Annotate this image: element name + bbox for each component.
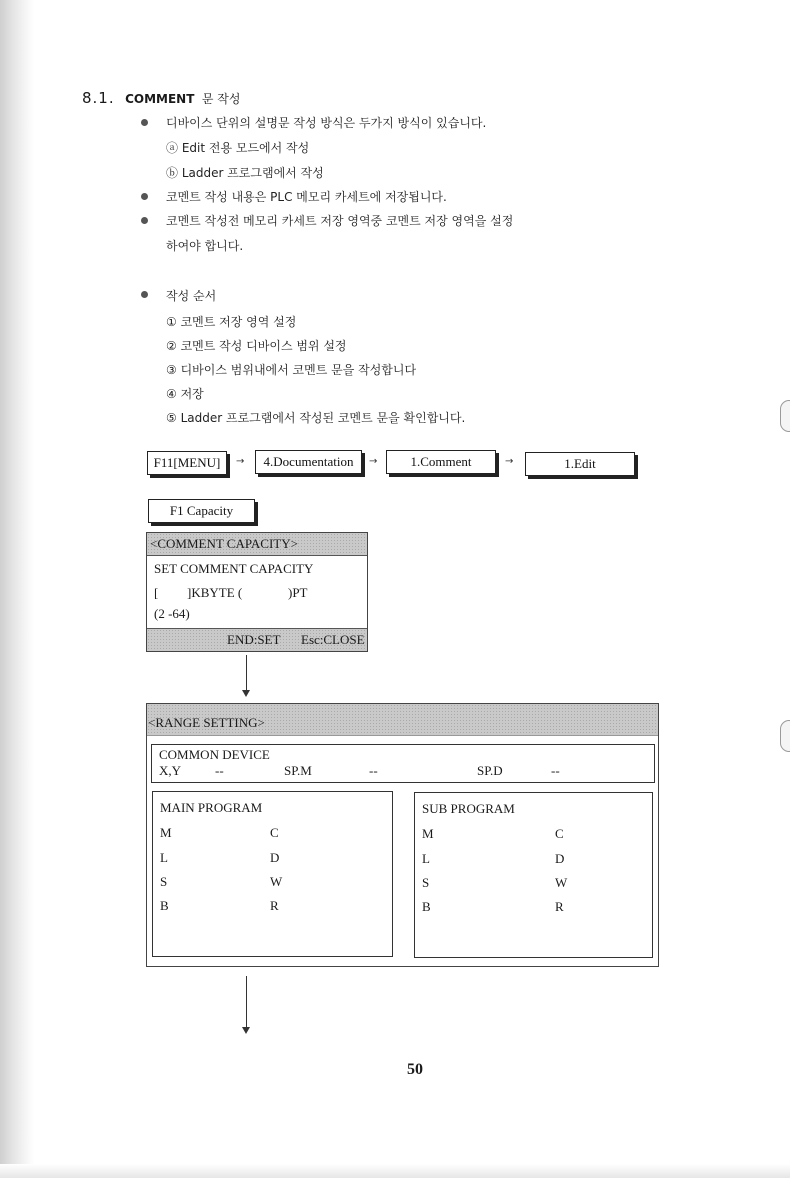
method-item: ⓐ Edit 전용 모드에서 작성: [166, 141, 310, 155]
device-c-label[interactable]: C: [555, 826, 564, 841]
device-w-label[interactable]: W: [555, 875, 568, 890]
spd-range-field[interactable]: --: [551, 763, 560, 778]
device-d-label[interactable]: D: [270, 850, 280, 865]
step-item: ⑤ Ladder 프로그램에서 작성된 코멘트 문을 확인합니다.: [166, 411, 466, 425]
arrow-right-icon: →: [369, 456, 378, 467]
main-program-panel: [152, 791, 393, 957]
bullet-text: 디바이스 단위의 설명문 작성 방식은 두가지 방식이 있습니다.: [166, 116, 487, 130]
f1-capacity-button[interactable]: F1 Capacity: [148, 499, 255, 523]
esc-close-hint[interactable]: Esc:CLOSE: [301, 632, 365, 647]
xy-range-field[interactable]: --: [215, 763, 224, 778]
main-program-title: MAIN PROGRAM: [160, 800, 263, 815]
end-set-hint[interactable]: END:SET: [227, 632, 281, 647]
device-c-label[interactable]: C: [270, 825, 279, 840]
device-w-label[interactable]: W: [270, 874, 283, 889]
flow-line: [246, 976, 247, 1028]
bullet-text: 코멘트 작성전 메모리 카세트 저장 영역중 코멘트 저장 영역을 설정: [166, 214, 514, 228]
device-l-label[interactable]: L: [160, 850, 168, 865]
step-item: ① 코멘트 저장 영역 설정: [166, 315, 297, 329]
menu-button-documentation[interactable]: 4.Documentation: [255, 450, 362, 474]
device-s-label[interactable]: S: [422, 875, 430, 890]
binder-hole-top: [780, 400, 790, 432]
section-title-en: COMMENT: [125, 92, 195, 106]
kbyte-input[interactable]: [159, 584, 187, 600]
points-display: [243, 584, 287, 600]
menu-button-edit[interactable]: 1.Edit: [525, 452, 635, 476]
device-s-label[interactable]: S: [160, 874, 168, 889]
comment-capacity-dialog: [146, 532, 368, 652]
bullet-text: 코멘트 작성 내용은 PLC 메모리 카세트에 저장됩니다.: [166, 190, 447, 204]
common-device-panel: [151, 744, 655, 783]
bullet-dot: [141, 119, 148, 126]
bullet-text: 작성 순서: [166, 289, 217, 303]
arrow-down-icon: [242, 690, 250, 697]
dialog-title: <RANGE SETTING>: [147, 704, 658, 736]
arrow-down-icon: [242, 1027, 250, 1034]
kbyte-unit-label: ]KBYTE (: [187, 585, 243, 600]
binder-hole-bottom: [780, 720, 790, 752]
device-b-label[interactable]: B: [422, 899, 431, 914]
points-unit-label: )PT: [288, 585, 308, 600]
range-setting-dialog: [146, 703, 659, 967]
arrow-right-icon: →: [236, 456, 245, 467]
xy-label: X,Y: [159, 763, 182, 778]
scan-shadow-left: [0, 0, 34, 1178]
device-r-label[interactable]: R: [270, 898, 279, 913]
device-m-label[interactable]: M: [422, 826, 434, 841]
device-m-label[interactable]: M: [160, 825, 172, 840]
section-heading: [82, 89, 240, 107]
bullet-dot: [141, 193, 148, 200]
bullet-text-continued: 하여야 합니다.: [166, 239, 244, 253]
sub-program-panel: [414, 792, 653, 958]
bullet-dot: [141, 291, 148, 298]
device-d-label[interactable]: D: [555, 851, 565, 866]
spm-range-field[interactable]: --: [369, 763, 378, 778]
capacity-label: SET COMMENT CAPACITY: [154, 561, 314, 576]
bracket-open: [: [154, 585, 159, 600]
flow-line: [246, 655, 247, 691]
scan-shadow-bottom: [0, 1164, 790, 1178]
page-number: 50: [407, 1061, 423, 1078]
spd-label: SP.D: [477, 763, 503, 778]
menu-button-f11[interactable]: F11[MENU]: [147, 451, 227, 475]
common-device-title: COMMON DEVICE: [159, 747, 270, 762]
step-item: ② 코멘트 작성 디바이스 범위 설정: [166, 339, 347, 353]
spm-label: SP.M: [284, 763, 312, 778]
device-r-label[interactable]: R: [555, 899, 564, 914]
section-number: 8.1.: [82, 89, 115, 107]
section-title-ko: 문 작성: [201, 92, 241, 106]
sub-program-title: SUB PROGRAM: [422, 801, 515, 816]
dialog-body: [147, 555, 367, 629]
device-l-label[interactable]: L: [422, 851, 430, 866]
step-item: ③ 디바이스 범위내에서 코멘트 문을 작성합니다: [166, 363, 417, 377]
bullet-dot: [141, 217, 148, 224]
method-item: ⓑ Ladder 프로그램에서 작성: [166, 166, 324, 180]
dialog-footer: [147, 629, 367, 651]
device-b-label[interactable]: B: [160, 898, 169, 913]
dialog-title: <COMMENT CAPACITY>: [147, 533, 367, 555]
arrow-right-icon: →: [505, 456, 514, 467]
menu-button-comment[interactable]: 1.Comment: [386, 450, 496, 474]
range-hint: (2 -64): [154, 606, 190, 621]
step-item: ④ 저장: [166, 387, 204, 401]
